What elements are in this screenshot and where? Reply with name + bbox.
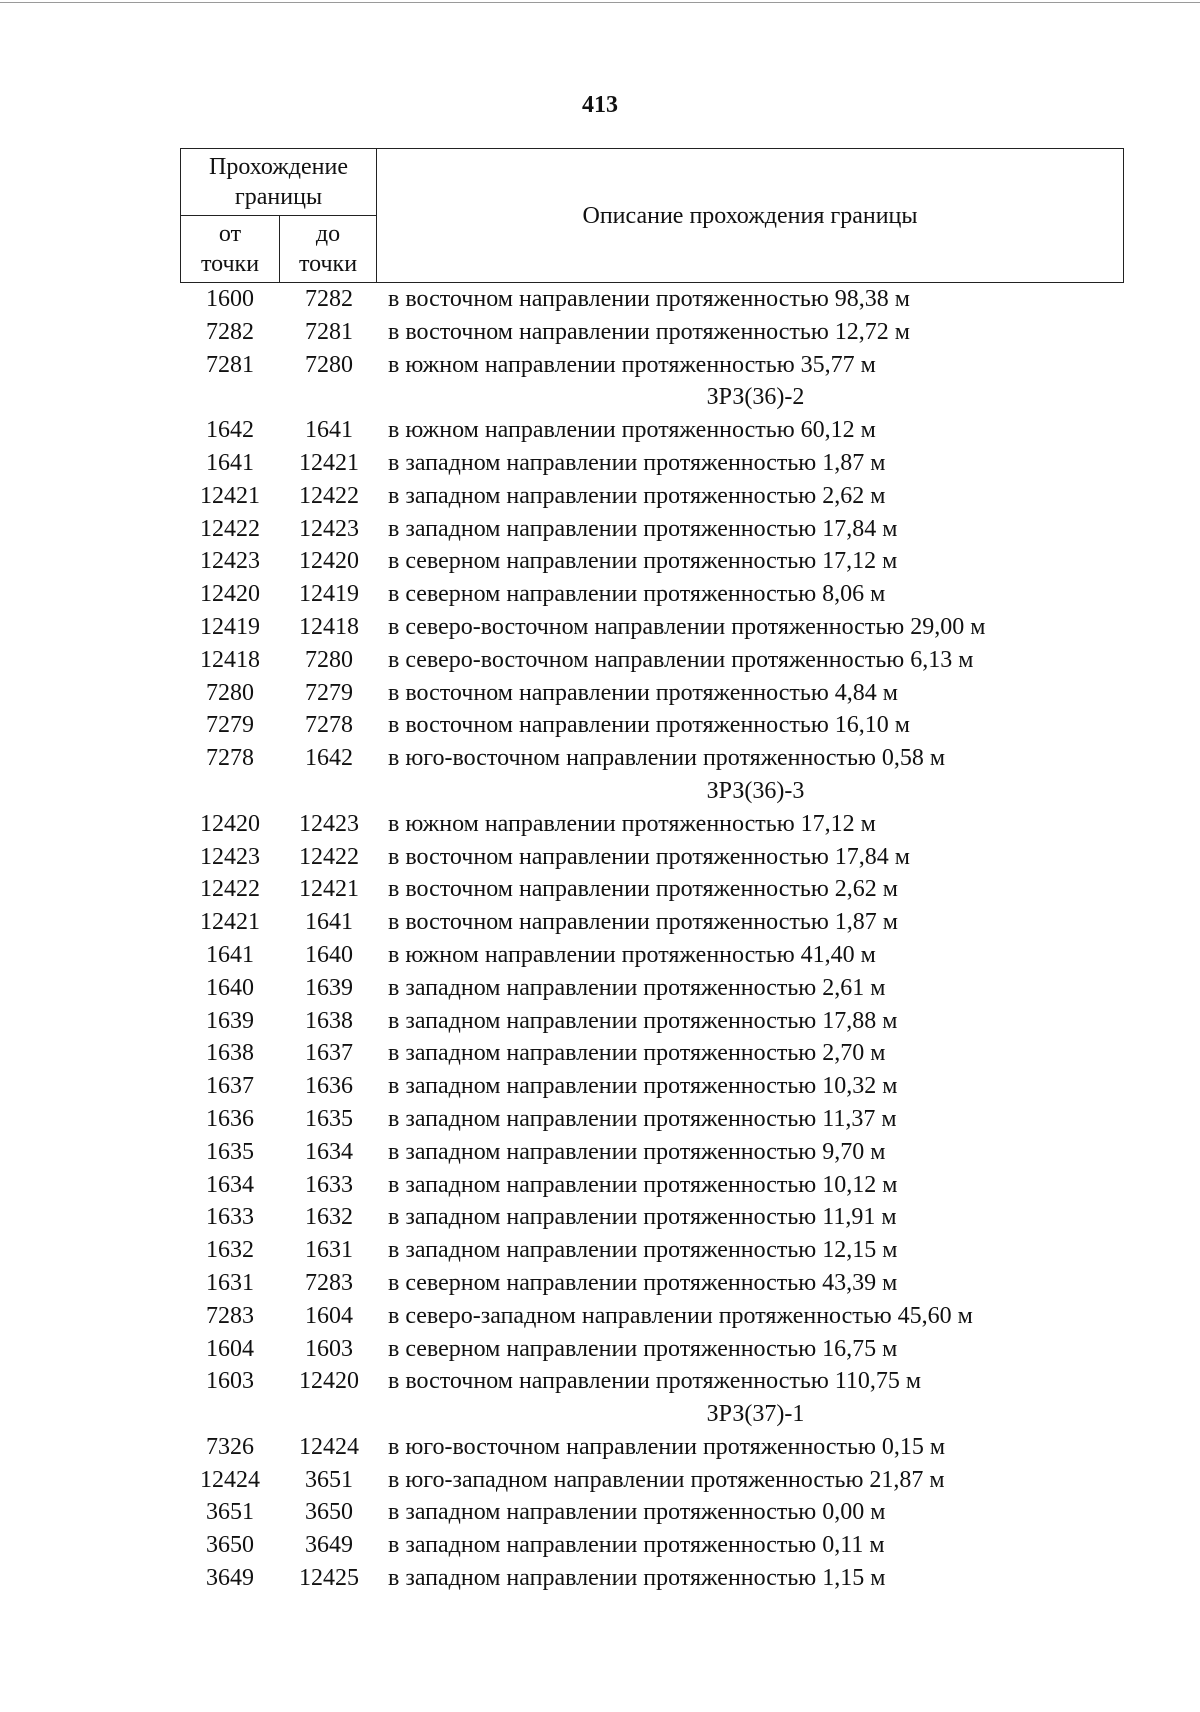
page-number: 413 (582, 92, 618, 118)
from-point-cell: 12420 (200, 810, 260, 837)
description-cell: в западном направлении протяженностью 2,70 м (388, 1040, 886, 1067)
header-from-point (181, 216, 280, 283)
from-point-cell: 1603 (206, 1368, 254, 1395)
table-row (180, 1136, 1140, 1169)
table-row (180, 1300, 1140, 1333)
from-point-cell: 1636 (206, 1105, 254, 1132)
table-row (180, 316, 1140, 349)
to-point-cell: 7279 (305, 679, 353, 706)
section-title: ЗРЗ(36)-2 (706, 384, 805, 411)
section-heading-row (180, 775, 1140, 808)
top-rule (0, 2, 1200, 3)
from-point-cell: 7282 (206, 318, 254, 345)
table-row (180, 1529, 1140, 1562)
description-cell: в восточном направлении протяженностью 12,72 м (388, 318, 910, 345)
description-cell: в западном направлении протяженностью 2,62 м (388, 482, 886, 509)
table-row (180, 578, 1140, 611)
from-point-cell: 1631 (206, 1269, 254, 1296)
description-cell: в восточном направлении протяженностью 98,38 м (388, 286, 910, 312)
description-cell: в северном направлении протяженностью 17,12 м (388, 548, 898, 575)
from-point-cell: 7279 (206, 712, 254, 739)
section-heading-row (180, 381, 1140, 414)
to-point-cell: 1632 (305, 1204, 353, 1231)
description-cell: в западном направлении протяженностью 0,11 м (388, 1532, 885, 1559)
from-point-cell: 1637 (206, 1073, 254, 1100)
from-point-cell: 12419 (200, 613, 260, 640)
table-row (180, 611, 1140, 644)
from-point-cell: 3649 (206, 1565, 254, 1592)
to-point-cell: 7282 (305, 286, 353, 312)
from-point-cell: 1641 (206, 941, 254, 968)
from-point-cell: 1640 (206, 974, 254, 1001)
from-point-cell: 7283 (206, 1302, 254, 1329)
to-point-cell: 12421 (299, 876, 359, 903)
to-point-cell: 12423 (299, 515, 359, 542)
table-row (180, 677, 1140, 710)
from-point-cell: 7278 (206, 745, 254, 772)
description-cell: в восточном направлении протяженностью 1,87 м (388, 909, 898, 936)
from-point-cell: 12421 (200, 482, 260, 509)
to-point-cell: 1637 (305, 1040, 353, 1067)
header-to-line1: до (315, 221, 341, 247)
to-point-cell: 1633 (305, 1171, 353, 1198)
description-cell: в западном направлении протяженностью 1,87 м (388, 449, 886, 476)
table-row (180, 414, 1140, 447)
to-point-cell: 1638 (305, 1007, 353, 1034)
from-point-cell: 12423 (200, 548, 260, 575)
to-point-cell: 1640 (305, 941, 353, 968)
to-point-cell: 7281 (305, 318, 353, 345)
description-cell: в западном направлении протяженностью 10,32 м (388, 1073, 898, 1100)
from-point-cell: 1639 (206, 1007, 254, 1034)
header-from-line1: от (218, 221, 242, 247)
table-row (180, 1070, 1140, 1103)
to-point-cell: 1641 (305, 417, 353, 444)
section-title: ЗРЗ(36)-3 (706, 777, 805, 804)
table-row (180, 447, 1140, 480)
table-row (180, 1267, 1140, 1300)
description-cell: в северо-западном направлении протяженностью 45,60 м (388, 1302, 973, 1329)
description-cell: в северо-восточном направлении протяженностью 6,13 м (388, 646, 974, 673)
to-point-cell: 12422 (299, 482, 359, 509)
to-point-cell: 12424 (299, 1433, 359, 1460)
from-point-cell: 12422 (200, 515, 260, 542)
table-row (180, 808, 1140, 841)
description-cell: в южном направлении протяженностью 60,12 м (388, 417, 876, 444)
table-row (180, 513, 1140, 546)
from-point-cell: 7280 (206, 679, 254, 706)
to-point-cell: 1635 (305, 1105, 353, 1132)
description-cell: в западном направлении протяженностью 11,91 м (388, 1204, 897, 1231)
description-cell: в западном направлении протяженностью 11,37 м (388, 1105, 897, 1132)
description-cell: в юго-восточном направлении протяженностью 0,15 м (388, 1433, 946, 1460)
header-to-point (280, 216, 377, 283)
description-cell: в восточном направлении протяженностью 17,84 м (388, 843, 910, 870)
from-point-cell: 12421 (200, 909, 260, 936)
header-to-line2: точки (298, 251, 358, 277)
table-row (180, 349, 1140, 382)
to-point-cell: 1639 (305, 974, 353, 1001)
table-body (180, 283, 1140, 1595)
to-point-cell: 1603 (305, 1335, 353, 1362)
table-row (180, 1365, 1140, 1398)
table-row (180, 545, 1140, 578)
from-point-cell: 1632 (206, 1237, 254, 1264)
from-point-cell: 12418 (200, 646, 260, 673)
from-point-cell: 1641 (206, 449, 254, 476)
to-point-cell: 12421 (299, 449, 359, 476)
from-point-cell: 1600 (206, 286, 254, 312)
header-from-line2: точки (200, 251, 260, 277)
table-row (180, 709, 1140, 742)
to-point-cell: 12420 (299, 548, 359, 575)
table-row (180, 1005, 1140, 1038)
table-row (180, 906, 1140, 939)
from-point-cell: 12423 (200, 843, 260, 870)
description-cell: в северном направлении протяженностью 16,75 м (388, 1335, 898, 1362)
description-cell: в северном направлении протяженностью 43,39 м (388, 1269, 898, 1296)
table-row (180, 1464, 1140, 1497)
table-header (180, 148, 1124, 283)
to-point-cell: 1634 (305, 1138, 353, 1165)
table-row (180, 1037, 1140, 1070)
from-point-cell: 1642 (206, 417, 254, 444)
to-point-cell: 3649 (305, 1532, 353, 1559)
table-row (180, 841, 1140, 874)
table-row (180, 1103, 1140, 1136)
to-point-cell: 12425 (299, 1565, 359, 1592)
table-row (180, 283, 1140, 316)
description-cell: в южном направлении протяженностью 35,77 м (388, 351, 876, 378)
from-point-cell: 3650 (206, 1532, 254, 1559)
to-point-cell: 1641 (305, 909, 353, 936)
table-row (180, 1201, 1140, 1234)
to-point-cell: 12419 (299, 581, 359, 608)
table-row (180, 873, 1140, 906)
to-point-cell: 1642 (305, 745, 353, 772)
description-cell: в западном направлении протяженностью 17,84 м (388, 515, 898, 542)
description-cell: в западном направлении протяженностью 2,61 м (388, 974, 886, 1001)
table-row (180, 1562, 1140, 1595)
to-point-cell: 7278 (305, 712, 353, 739)
description-cell: в восточном направлении протяженностью 110,75 м (388, 1368, 922, 1395)
to-point-cell: 12422 (299, 843, 359, 870)
description-cell: в западном направлении протяженностью 1,15 м (388, 1565, 886, 1592)
from-point-cell: 7281 (206, 351, 254, 378)
to-point-cell: 7280 (305, 351, 353, 378)
description-cell: в северо-восточном направлении протяженностью 29,00 м (388, 613, 986, 640)
section-title: ЗРЗ(37)-1 (706, 1401, 805, 1428)
description-cell: в западном направлении протяженностью 9,70 м (388, 1138, 886, 1165)
from-point-cell: 12422 (200, 876, 260, 903)
description-cell: в западном направлении протяженностью 10,12 м (388, 1171, 898, 1198)
from-point-cell: 12420 (200, 581, 260, 608)
table-row (180, 480, 1140, 513)
description-cell: в западном направлении протяженностью 17,88 м (388, 1007, 898, 1034)
description-cell: в западном направлении протяженностью 0,00 м (388, 1499, 886, 1526)
to-point-cell: 12423 (299, 810, 359, 837)
from-point-cell: 1638 (206, 1040, 254, 1067)
from-point-cell: 1633 (206, 1204, 254, 1231)
description-cell: в восточном направлении протяженностью 16,10 м (388, 712, 910, 739)
to-point-cell: 12418 (299, 613, 359, 640)
to-point-cell: 7283 (305, 1269, 353, 1296)
to-point-cell: 7280 (305, 646, 353, 673)
description-cell: в юго-западном направлении протяженностью 21,87 м (388, 1466, 945, 1493)
from-point-cell: 7326 (206, 1433, 254, 1460)
to-point-cell: 1604 (305, 1302, 353, 1329)
description-cell: в восточном направлении протяженностью 4,84 м (388, 679, 898, 706)
table-row (180, 644, 1140, 677)
from-point-cell: 1634 (206, 1171, 254, 1198)
table-row (180, 972, 1140, 1005)
description-cell: в западном направлении протяженностью 12,15 м (388, 1237, 898, 1264)
table-row (180, 1496, 1140, 1529)
to-point-cell: 12420 (299, 1368, 359, 1395)
section-heading-row (180, 1398, 1140, 1431)
description-cell: в южном направлении протяженностью 17,12 м (388, 810, 876, 837)
table-row (180, 1169, 1140, 1202)
description-cell: в южном направлении протяженностью 41,40 м (388, 941, 876, 968)
to-point-cell: 1631 (305, 1237, 353, 1264)
table-row (180, 939, 1140, 972)
to-point-cell: 3650 (305, 1499, 353, 1526)
description-cell: в северном направлении протяженностью 8,06 м (388, 581, 886, 608)
description-cell: в восточном направлении протяженностью 2,62 м (388, 876, 898, 903)
header-passage: Прохождение границы (181, 149, 377, 216)
to-point-cell: 3651 (305, 1466, 353, 1493)
table-row (180, 1431, 1140, 1464)
header-description: Описание прохождения границы (377, 149, 1124, 283)
description-cell: в юго-восточном направлении протяженностью 0,58 м (388, 745, 946, 772)
from-point-cell: 3651 (206, 1499, 254, 1526)
table-row (180, 1333, 1140, 1366)
table-row (180, 1234, 1140, 1267)
from-point-cell: 1635 (206, 1138, 254, 1165)
to-point-cell: 1636 (305, 1073, 353, 1100)
from-point-cell: 12424 (200, 1466, 260, 1493)
from-point-cell: 1604 (206, 1335, 254, 1362)
table-row (180, 742, 1140, 775)
